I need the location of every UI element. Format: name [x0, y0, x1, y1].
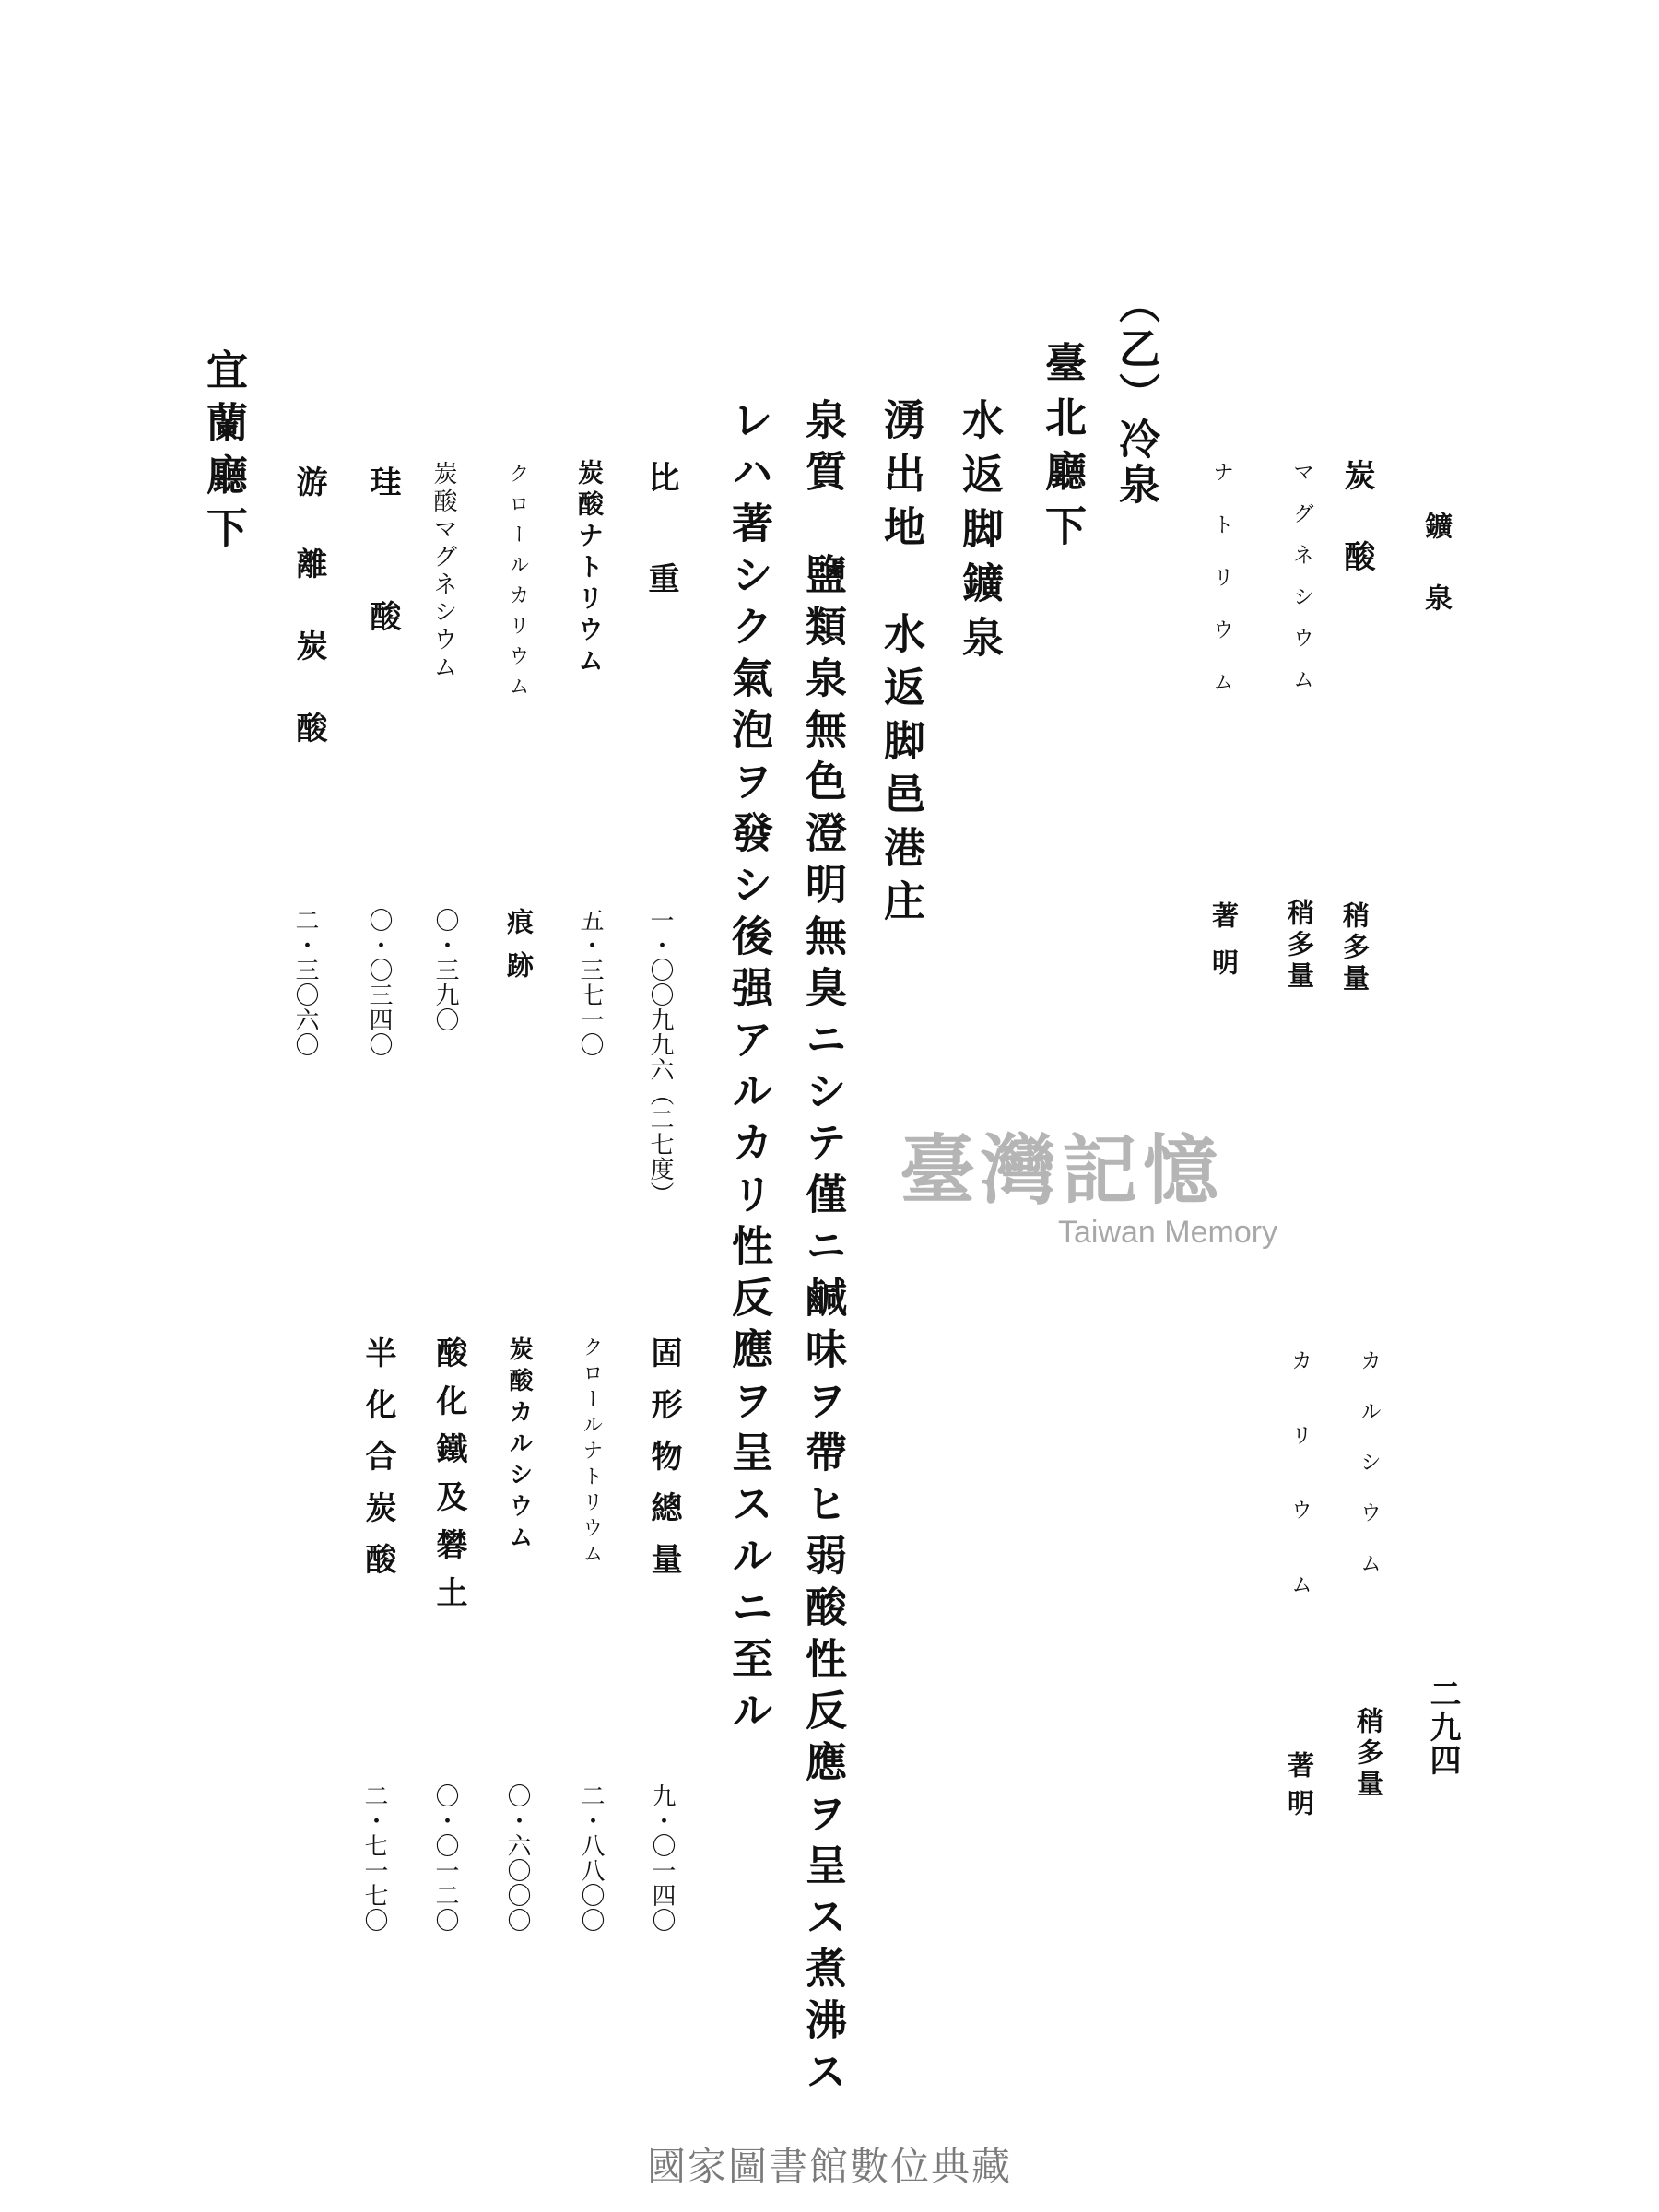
- analysis-name-calcium-carbonate: 炭酸カルシウム: [505, 1336, 533, 1556]
- watermark-chinese: 臺灣記憶: [900, 1126, 1225, 1215]
- analysis-value-free-carbonic-acid: 二・三〇六〇: [291, 908, 319, 1057]
- analysis-value-sodium-carbonate: 五・三七一〇: [576, 908, 604, 1057]
- item-name-sodium: ナトリウム: [1209, 461, 1233, 724]
- spring-name: 水返脚鑛泉: [955, 398, 1004, 670]
- next-district-heading: 宜蘭廳下: [199, 348, 248, 559]
- watermark-english: Taiwan Memory: [1058, 1215, 1278, 1250]
- district-heading: 臺北廳下: [1038, 341, 1087, 559]
- analysis-name-magnesium-carbonate: 炭酸マグネシウム: [429, 461, 457, 682]
- page-header-title: 鑛泉: [1419, 512, 1452, 655]
- item-value-magnesium: 稍多量: [1284, 899, 1315, 993]
- spring-quality-line-2: レハ著シク氣泡ヲ發シ後强アルカリ性反應ヲ呈スルニ至ル: [724, 398, 773, 1740]
- analysis-name-sodium-chloride: クロールナトリウム: [580, 1336, 603, 1569]
- item-value-calcium: 稍多量: [1353, 1707, 1384, 1801]
- analysis-name-half-combined-carbonic-acid: 半化合炭酸: [359, 1336, 396, 1594]
- section-heading: （乙）冷泉: [1112, 282, 1160, 508]
- spring-quality-line-1: 泉質 鹽類泉無色澄明無臭ニシテ僅ニ鹹味ヲ帶ヒ弱酸性反應ヲ呈ス煮沸ス: [798, 398, 847, 2101]
- page-number: 二九四: [1424, 1677, 1461, 1777]
- item-value-potassium: 著明: [1284, 1751, 1315, 1827]
- item-name-carbonic-acid: 炭酸: [1338, 459, 1375, 621]
- item-name-potassium: カリウム: [1288, 1349, 1312, 1648]
- analysis-value-calcium-carbonate: 〇・六〇〇〇: [503, 1783, 531, 1933]
- analysis-value-total-solids: 九・〇一四〇: [648, 1783, 676, 1933]
- analysis-name-free-carbonic-acid: 游離炭酸: [290, 465, 327, 794]
- analysis-name-total-solids: 固形物總量: [645, 1336, 682, 1594]
- analysis-value-silicic-acid: 〇・〇三四〇: [365, 908, 393, 1057]
- analysis-value-specific-gravity: 一・〇〇九九六（二七度）: [646, 908, 674, 1206]
- analysis-value-magnesium-carbonate: 〇・三九〇: [431, 908, 459, 1032]
- source-location: 湧出地 水返脚邑港庄: [877, 398, 925, 933]
- item-value-sodium: 著明: [1208, 901, 1240, 995]
- item-name-calcium: カルシウム: [1357, 1349, 1381, 1603]
- watermark: [846, 1111, 1277, 1251]
- analysis-value-sodium-chloride: 二・八八〇〇: [577, 1783, 605, 1933]
- analysis-value-iron-oxide-alumina: 〇・〇一二〇: [431, 1783, 459, 1933]
- item-value-carbonic-acid: 稍多量: [1339, 901, 1371, 995]
- analysis-name-sodium-carbonate: 炭酸ナトリウム: [574, 459, 605, 678]
- footer-collection: 國家圖書館數位典藏: [646, 2144, 1012, 2189]
- item-name-magnesium: マグネシウム: [1289, 461, 1313, 710]
- analysis-value-half-combined-carbonic-acid: 二・七一七〇: [360, 1783, 388, 1933]
- analysis-name-specific-gravity: 比重: [642, 461, 679, 664]
- analysis-name-silicic-acid: 珪酸: [364, 465, 401, 735]
- analysis-value-potassium-chloride: 痕跡: [503, 908, 535, 994]
- analysis-name-iron-oxide-alumina: 酸化鐵及礬土: [430, 1336, 467, 1624]
- analysis-name-potassium-chloride: クロールカリウム: [506, 463, 529, 706]
